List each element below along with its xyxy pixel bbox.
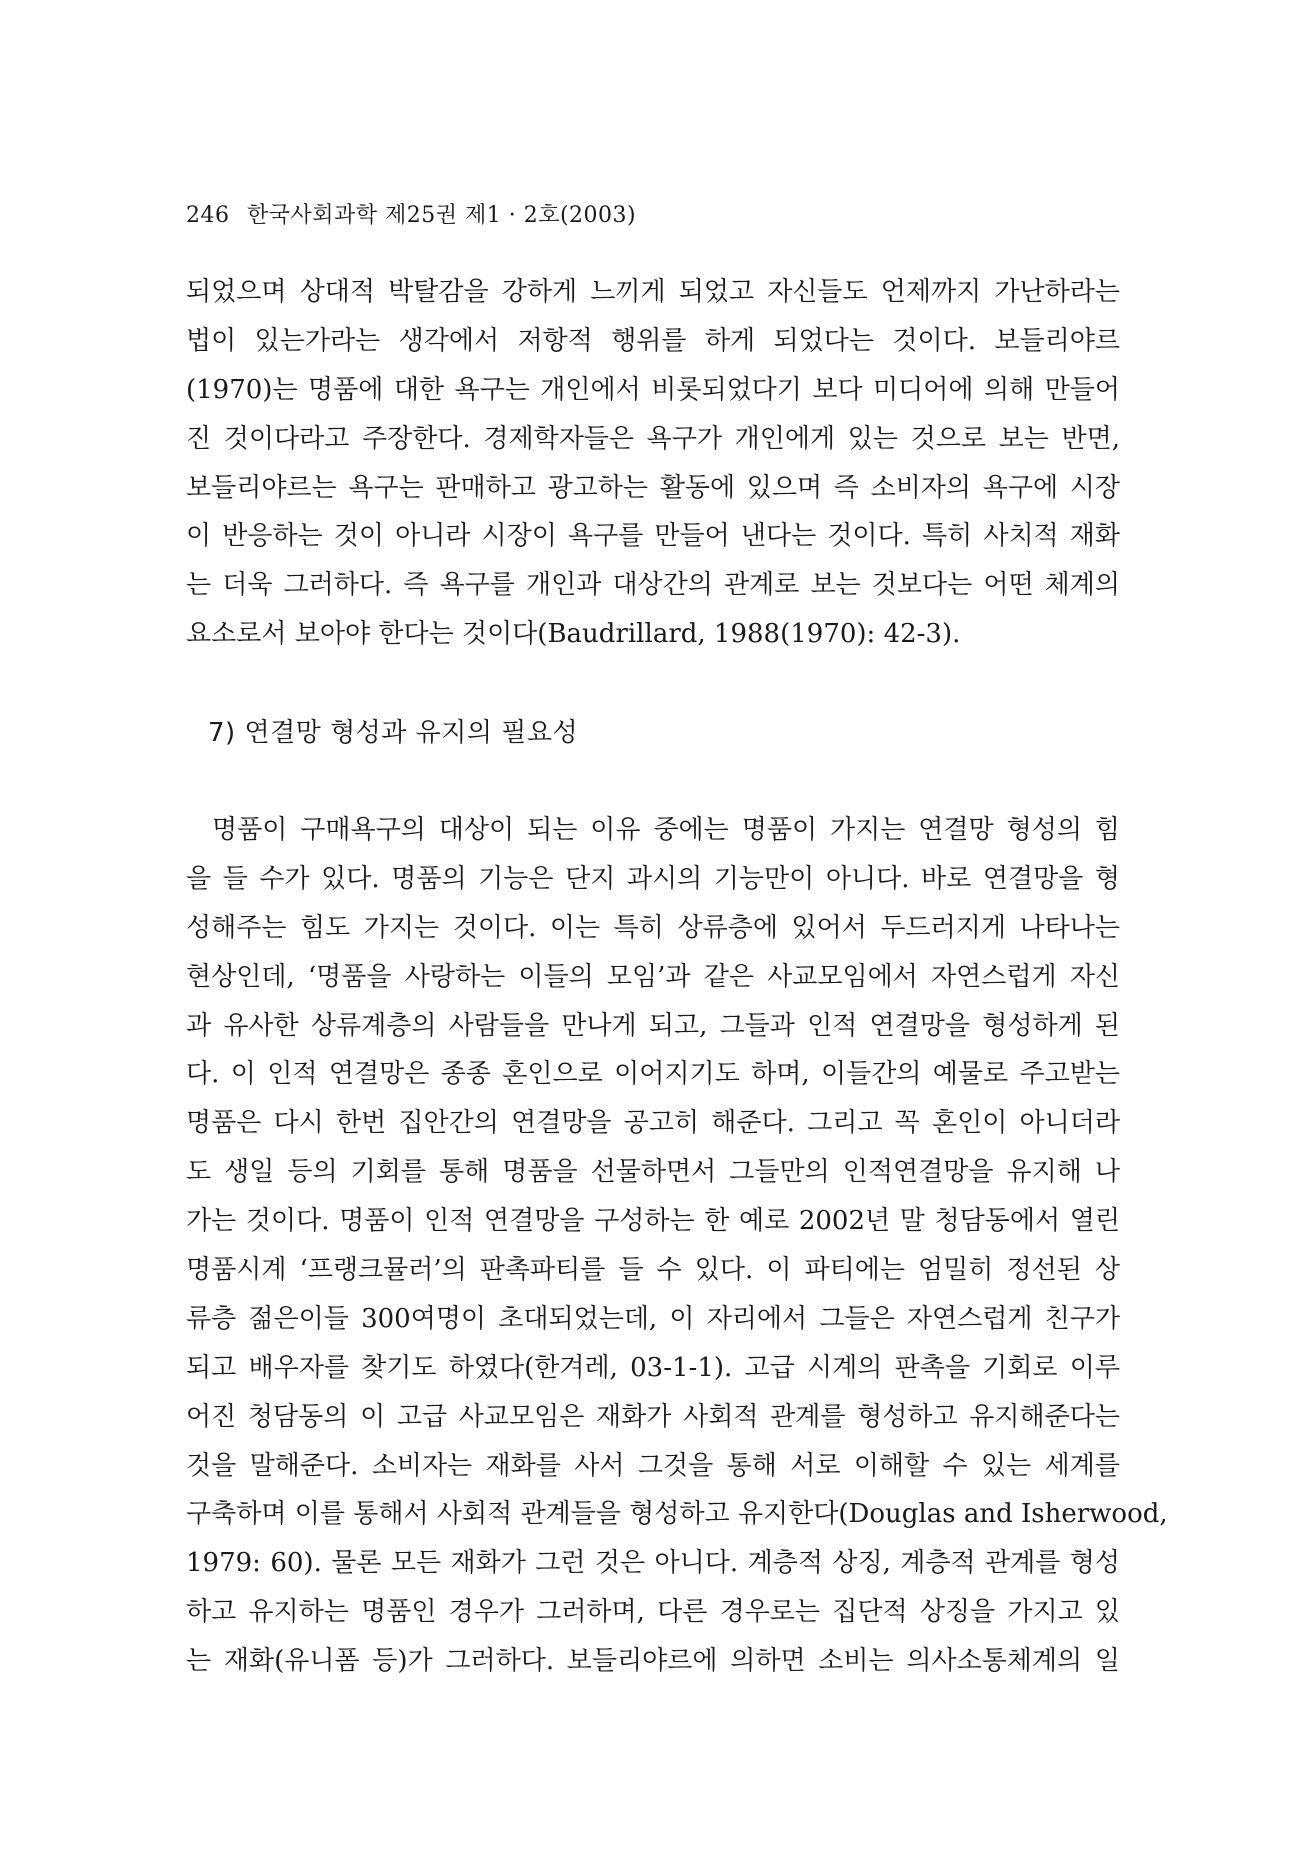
section-heading: 7) 연결망 형성과 유지의 필요성	[208, 718, 579, 748]
text-line: 명품시계 ‘프랭크뮬러’의 판촉파티를 들 수 있다. 이 파티에는 엄밀히 정선된 상	[186, 1255, 1120, 1286]
text-line: 성해주는 힘도 가지는 것이다. 이는 특히 상류층에 있어서 두드러지게 나타나는	[186, 912, 1120, 943]
text-line: 1979: 60). 물론 모든 재화가 그런 것은 아니다. 계층적 상징, 계층적 관계를 형성	[186, 1548, 1120, 1579]
paragraph-2	[186, 806, 1168, 1686]
text-line: (1970)는 명품에 대한 욕구는 개인에서 비롯되었다기 보다 미디어에 의해 만들어	[186, 374, 1120, 405]
text-line: 되었으며 상대적 박탈감을 강하게 느끼게 되었고 자신들도 언제까지 가난하라는	[186, 277, 1120, 307]
text-line: 는 더욱 그러하다. 즉 욕구를 개인과 대상간의 관계로 보는 것보다는 어떤 체계의	[186, 570, 1120, 601]
text-line: 이 반응하는 것이 아니라 시장이 욕구를 만들어 낸다는 것이다. 특히 사치적 재화	[186, 521, 1120, 552]
text-line: 가는 것이다. 명품이 인적 연결망을 구성하는 한 예로 2002년 말 청담동에서 열린	[186, 1206, 1120, 1237]
text-line: 다. 이 인적 연결망은 종종 혼인으로 이어지기도 하며, 이들간의 예물로 주고받는	[186, 1059, 1120, 1090]
text-line: 진 것이다라고 주장한다. 경제학자들은 욕구가 개인에게 있는 것으로 보는 반면,	[186, 423, 1120, 454]
journal-title: 한국사회과학 제25권 제1 · 2호(2003)	[247, 203, 637, 228]
text-line: 류층 젊은이들 300여명이 초대되었는데, 이 자리에서 그들은 자연스럽게 친구가	[186, 1303, 1120, 1334]
paragraph-1	[186, 268, 1120, 659]
text-line: 되고 배우자를 찾기도 하였다(한겨레, 03-1-1). 고급 시계의 판촉을 기회로 이루	[186, 1352, 1120, 1383]
text-line: 도 생일 등의 기회를 통해 명품을 선물하면서 그들만의 인적연결망을 유지해 나	[186, 1157, 1120, 1188]
text-line: 법이 있는가라는 생각에서 저항적 행위를 하게 되었다는 것이다. 보들리야르	[186, 325, 1120, 356]
text-line: 는 재화(유니폼 등)가 그러하다. 보들리야르에 의하면 소비는 의사소통체계의 일	[186, 1646, 1120, 1677]
text-line: 명품이 구매욕구의 대상이 되는 이유 중에는 명품이 가지는 연결망 형성의 힘	[212, 815, 1120, 845]
text-line: 보들리야르는 욕구는 판매하고 광고하는 활동에 있으며 즉 소비자의 욕구에 시장	[186, 472, 1120, 503]
text-line: 어진 청담동의 이 고급 사교모임은 재화가 사회적 관계를 형성하고 유지해준다는	[186, 1401, 1120, 1432]
text-line: 것을 말해준다. 소비자는 재화를 사서 그것을 통해 서로 이해할 수 있는 세계를	[186, 1450, 1120, 1481]
text-line: 현상인데, ‘명품을 사랑하는 이들의 모임’과 같은 사교모임에서 자연스럽게 자신	[186, 961, 1120, 992]
text-line: 하고 유지하는 명품인 경우가 그러하며, 다른 경우로는 집단적 상징을 가지고 있	[186, 1597, 1120, 1628]
text-line: 요소로서 보아야 한다는 것이다(Baudrillard, 1988(1970): 42-3).	[186, 619, 961, 650]
text-line: 을 들 수가 있다. 명품의 기능은 단지 과시의 기능만이 아니다. 바로 연결망을 형	[186, 863, 1120, 894]
page-number: 246	[186, 203, 230, 228]
text-line: 명품은 다시 한번 집안간의 연결망을 공고히 해준다. 그리고 꼭 혼인이 아니더라	[186, 1108, 1120, 1139]
text-line: 과 유사한 상류계층의 사람들을 만나게 되고, 그들과 인적 연결망을 형성하게 된	[186, 1010, 1120, 1041]
text-line: 구축하며 이를 통해서 사회적 관계들을 형성하고 유지한다(Douglas and Isherwood,	[186, 1499, 1168, 1530]
running-header	[186, 198, 636, 229]
